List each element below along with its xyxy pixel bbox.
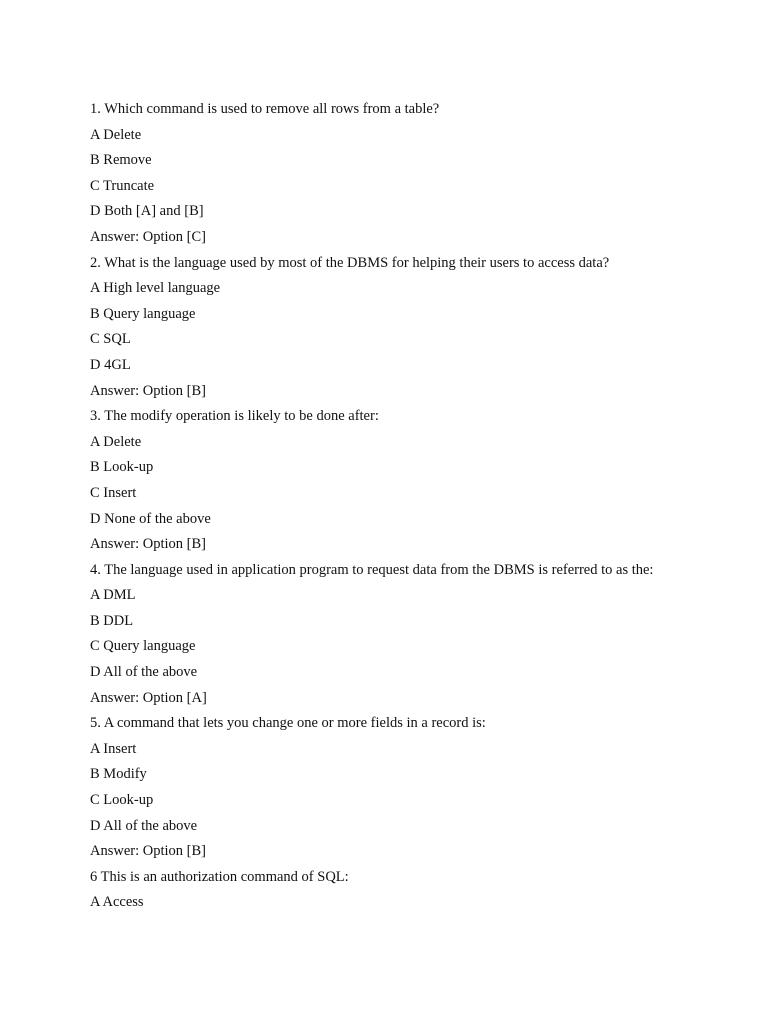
question-list [90, 97, 750, 916]
question-3-option-a: A Delete [90, 433, 142, 450]
question-5-option-d: D All of the above [90, 817, 198, 834]
question-4-text: 4. The language used in application program to request data from the DBMS is referred to as the: [90, 561, 654, 578]
question-3-option-c: C Insert [90, 484, 137, 501]
question-1-text: 1. Which command is used to remove all rows from a table? [90, 101, 440, 117]
question-5-option-a: A Insert [90, 740, 137, 757]
question-4-answer: Answer: Option [A] [90, 689, 207, 706]
question-1-option-d: D Both [A] and [B] [90, 203, 204, 220]
question-2-option-c: C SQL [90, 331, 131, 348]
question-1-option-a: A Delete [90, 126, 142, 143]
question-3-option-d: D None of the above [90, 510, 211, 527]
question-3-text: 3. The modify operation is likely to be done after: [90, 408, 379, 425]
question-2-option-b: B Query language [90, 305, 196, 322]
question-5-answer: Answer: Option [B] [90, 843, 206, 860]
question-5-option-c: C Look-up [90, 792, 154, 809]
question-2-option-d: D 4GL [90, 356, 131, 373]
question-2-text: 2. What is the language used by most of the DBMS for helping their users to access data? [90, 254, 610, 271]
question-1-option-b: B Remove [90, 152, 152, 169]
question-4-option-c: C Query language [90, 638, 196, 655]
question-3-answer: Answer: Option [B] [90, 536, 206, 553]
question-4-option-d: D All of the above [90, 664, 198, 681]
question-6-option-a: A Access [90, 894, 144, 911]
question-5-option-b: B Modify [90, 766, 147, 783]
question-4-option-b: B DDL [90, 612, 134, 629]
question-2-option-a: A High level language [90, 280, 221, 297]
question-6-text: 6 This is an authorization command of SQL: [90, 868, 349, 885]
question-2-answer: Answer: Option [B] [90, 382, 206, 399]
question-5-text: 5. A command that lets you change one or more fields in a record is: [90, 715, 486, 732]
question-4-option-a: A DML [90, 587, 136, 604]
question-3-option-b: B Look-up [90, 459, 154, 476]
question-1-answer: Answer: Option [C] [90, 228, 206, 245]
question-1-option-c: C Truncate [90, 177, 155, 194]
